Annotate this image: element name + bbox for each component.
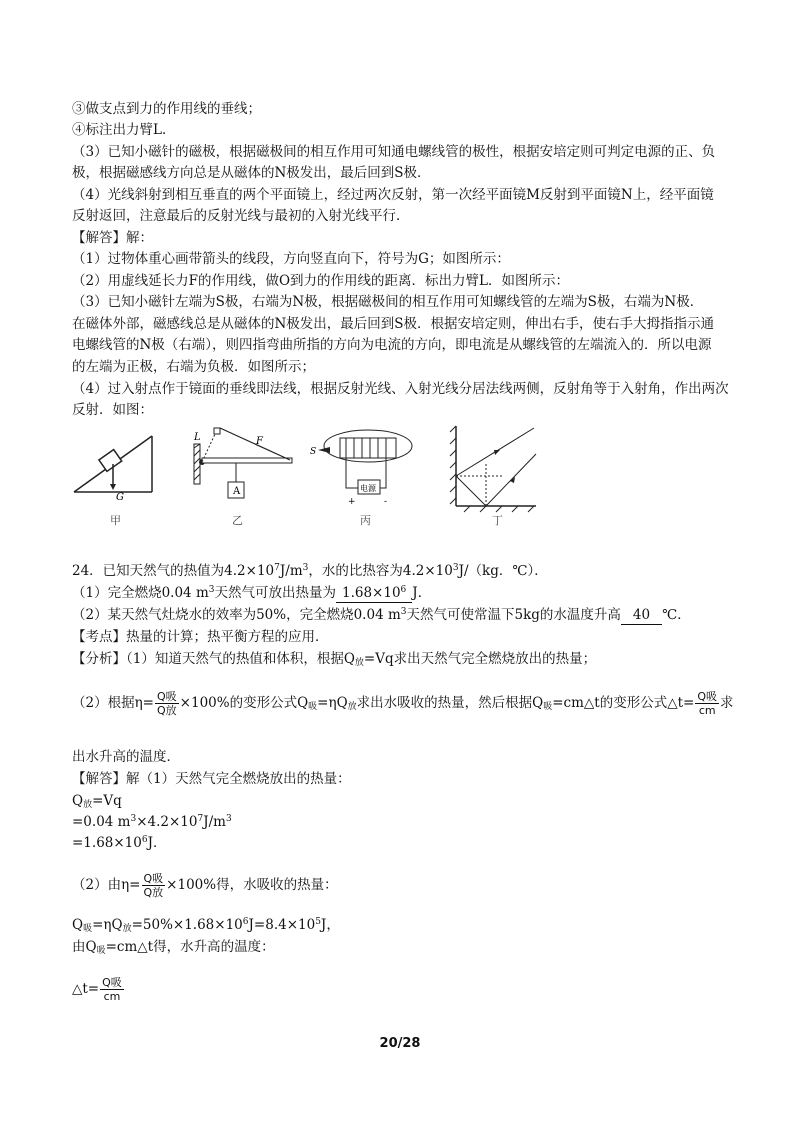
equation-line: =0.04 $m^3\times 4.2\times 10^7J/m^3$ bbox=[72, 814, 232, 830]
question-part-2: （2）某天然气灶烧水的效率为50%，完全燃烧0.04 $m^3$天然气可使常温下5kg的水温度升高 40 ℃． bbox=[72, 607, 691, 623]
figures-row bbox=[72, 424, 542, 544]
text-line: （2）用虚线延长力F的作用线，做O到力的作用线的距离．标出力臂L．如图所示： bbox=[72, 273, 569, 289]
question-24: 24．已知天然气的热值为$4.2\times 10^7J/m^3$，水的比热容为$4.2\times 10^3J/(kg$．℃）． bbox=[72, 563, 548, 579]
figure-solenoid bbox=[310, 424, 420, 534]
figure-caption: 甲 bbox=[110, 514, 121, 527]
text-line: 反射．如图： bbox=[72, 402, 153, 418]
fraction-qxi-qfang: $\frac{\text{Q吸}}{\text{Q放}}$ bbox=[143, 872, 164, 899]
text-line: （3）已知小磁针左端为S极，右端为N极，根据磁极间的相互作用可知螺线管的左端为S极，右端为N极． bbox=[72, 294, 704, 310]
figure-incline bbox=[72, 424, 162, 534]
gravity-label: G bbox=[116, 492, 124, 503]
weight-label: A bbox=[233, 486, 241, 497]
text-line: （1）过物体重心画带箭头的线段，方向竖直向下，符号为G；如图所示： bbox=[72, 251, 510, 267]
figure-lever bbox=[190, 424, 300, 534]
page-number: 20/28 bbox=[379, 1036, 421, 1051]
text-line: 电螺线管的N极（右端），则四指弯曲所指的方向为电流的方向，即电流是从螺线管的左端流入的．所以电源 bbox=[72, 337, 712, 353]
figure-mirrors bbox=[444, 424, 542, 534]
equation-line: △t= $\frac{\text{Q吸}}{cm}$ bbox=[72, 976, 122, 1003]
figure-caption: 丙 bbox=[360, 514, 371, 527]
equation-line: $Q_放=Vq$ bbox=[72, 793, 122, 810]
text-line: 反射返回，注意最后的反射光线与最初的入射光线平行． bbox=[72, 208, 410, 224]
fraction-qxi-cm: $\frac{\text{Q吸}}{cm}$ bbox=[697, 690, 718, 717]
text-line: ③做支点到力的作用线的垂线； bbox=[72, 101, 261, 117]
minus-label: - bbox=[384, 497, 388, 507]
fraction-qxi-cm: $\frac{\text{Q吸}}{cm}$ bbox=[102, 976, 122, 1003]
equation-line: 由$Q_吸=cm\triangle t$得，水升高的温度： bbox=[72, 939, 275, 956]
answer-blank-2: 40 bbox=[621, 606, 662, 625]
equation-line: （2）由η= $\frac{\text{Q吸}}{\text{Q放}}$ ×100%得，水吸收的热量： bbox=[72, 872, 338, 899]
jieda-line: 【解答】解（1）天然气完全燃烧放出的热量： bbox=[72, 771, 351, 787]
power-source-label: 电源 bbox=[360, 484, 376, 493]
text-line: 的左端为正极，右端为负极．如图所示； bbox=[72, 359, 315, 375]
kaodian-line: 【考点】热量的计算；热平衡方程的应用． bbox=[72, 629, 329, 645]
text-line: 在磁体外部，磁感线总是从磁体的N极发出，最后回到S极．根据安培定则，伸出右手，使右手大拇指指示通 bbox=[72, 316, 715, 332]
text-line: 极，根据磁感线方向总是从磁体的N极发出，最后回到S极． bbox=[72, 165, 431, 181]
figure-caption: 丁 bbox=[492, 514, 503, 527]
answer-blank-1: $1.68\times 10^6$ bbox=[336, 584, 412, 603]
text-line: 出水升高的温度． bbox=[72, 749, 180, 765]
fraction-qxi-qfang: $\frac{\text{Q吸}}{\text{Q放}}$ bbox=[157, 690, 177, 717]
arm-label: L bbox=[194, 432, 201, 443]
equation-line: $=1.68\times 10^6J$． bbox=[72, 835, 167, 851]
force-label: F bbox=[256, 436, 263, 447]
pole-label: S bbox=[310, 447, 317, 457]
fenxi-formula-line: （2）根据η= $\frac{\text{Q吸}}{\text{Q放}}$ ×100%的变形公式$Q_吸=\eta Q_放$求出水吸收的热量，然后根据$Q_吸=cm\triangle t$的变形公式△t= $\frac{\text{Q吸}}{cm}$ 求 bbox=[72, 690, 734, 717]
fenxi-line: 【分析】（1）知道天然气的热值和体积，根据$Q_放=Vq$求出天然气完全燃烧放出的热量； bbox=[72, 651, 597, 668]
text-line: （4）光线斜射到相互垂直的两个平面镜上，经过两次反射，第一次经平面镜M反射到平面镜N上，经平面镜 bbox=[72, 187, 714, 203]
text-line: 【解答】解： bbox=[72, 230, 153, 246]
text-line: （3）已知小磁针的磁极，根据磁极间的相互作用可知通电螺线管的极性，根据安培定则可判定电源的正、负 bbox=[72, 144, 716, 160]
equation-line: $Q_吸=\eta Q_放=50\%\times 1.68\times 10^6J=8.4\times 10^5J$， bbox=[72, 917, 340, 934]
figure-caption: 乙 bbox=[232, 514, 243, 527]
text-line: （4）过入射点作于镜面的垂线即法线，根据反射光线、入射光线分居法线两侧，反射角等于入射角，作出两次 bbox=[72, 381, 729, 397]
plus-label: + bbox=[348, 497, 356, 507]
question-part-1: （1）完全燃烧0.04 $m^3$天然气可放出热量为 $1.68\times 10^6$ J． bbox=[72, 585, 432, 601]
text-line: ④标注出力臂L． bbox=[72, 122, 176, 138]
